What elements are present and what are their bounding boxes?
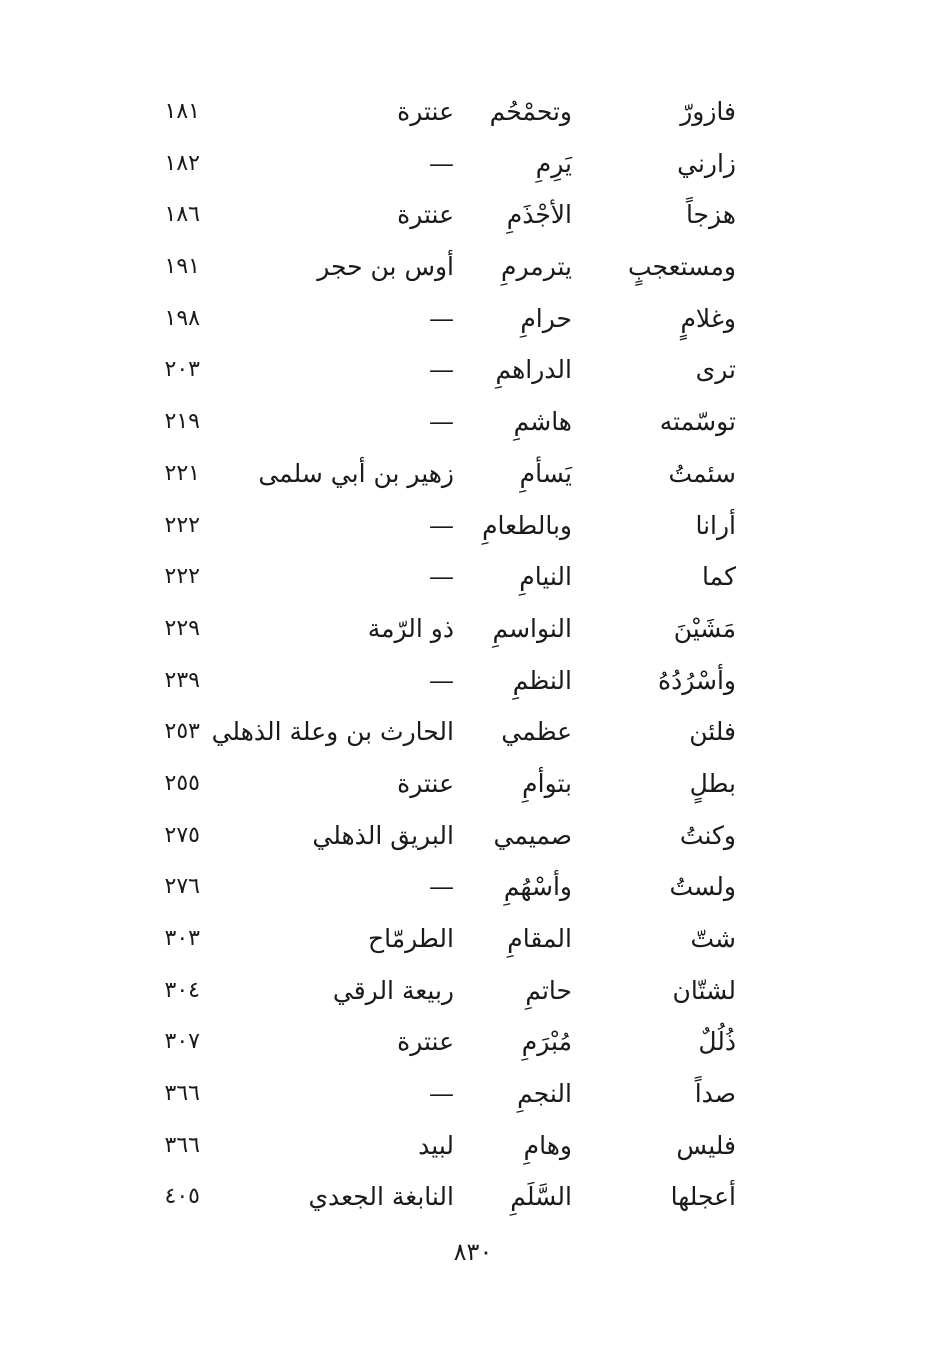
verse-opening-word: لشتّان (672, 975, 736, 1005)
verse-opening-word: فليس (676, 1130, 736, 1160)
rhyme-word: يَرِمِ (535, 148, 572, 178)
verse-opening-word: شتّ (690, 924, 736, 953)
verse-index-table (130, 86, 750, 1223)
verse-opening-word: سئمتُ (668, 458, 736, 488)
index-row (130, 603, 750, 655)
verse-opening-word: ولستُ (669, 872, 736, 902)
verse-opening-word: فازورّ (680, 97, 736, 126)
poet-name: — (429, 148, 454, 178)
verse-opening-word: وكنتُ (679, 820, 736, 850)
index-row (130, 551, 750, 603)
page-reference: ٢١٩ (164, 409, 200, 435)
index-row (130, 448, 750, 500)
page-reference: ١٨٦ (164, 202, 200, 228)
verse-opening-word: كما (702, 562, 736, 592)
page-reference: ٣٠٤ (164, 977, 200, 1003)
poet-name: ربيعة الرقي (332, 975, 454, 1005)
rhyme-word: النواسمِ (492, 613, 572, 643)
rhyme-word: وهامِ (523, 1130, 572, 1160)
rhyme-word: النجمِ (517, 1079, 572, 1109)
poet-name: أوس بن حجر (317, 252, 454, 282)
poet-name: — (429, 303, 454, 333)
page-reference: ١٨٢ (164, 150, 200, 176)
poet-name: — (429, 562, 454, 592)
verse-opening-word: صداً (694, 1079, 736, 1109)
verse-opening-word: ومستعجبٍ (627, 252, 736, 282)
rhyme-word: وتحمْحُم (489, 97, 572, 126)
index-row (130, 1068, 750, 1120)
page-number: ٨٣٠ (453, 1238, 493, 1266)
poet-name: النابغة الجعدي (308, 1182, 454, 1212)
index-row (130, 396, 750, 448)
page-reference: ١٨١ (164, 99, 200, 124)
page-reference: ٢٢١ (164, 460, 200, 486)
index-row (130, 86, 750, 138)
verse-opening-word: زارني (677, 148, 736, 178)
poet-name: الطرمّاح (367, 924, 454, 953)
poet-name: عنترة (397, 200, 454, 230)
page-reference: ١٩١ (164, 254, 200, 280)
rhyme-word: وأسْهُمِ (503, 872, 572, 902)
poet-name: — (429, 407, 454, 437)
rhyme-word: عظمي (501, 717, 572, 747)
verse-opening-word: وغلامٍ (680, 303, 736, 333)
poet-name: الحارث بن وعلة الذهلي (211, 717, 454, 747)
verse-opening-word: أعجلها (670, 1182, 736, 1212)
page-reference: ٢٣٩ (164, 667, 200, 693)
verse-opening-word: مَشَيْنَ (673, 613, 736, 643)
verse-opening-word: أرانا (695, 510, 736, 540)
index-row (130, 1171, 750, 1223)
rhyme-word: النيامِ (519, 562, 572, 592)
poet-name: — (429, 665, 454, 695)
rhyme-word: حرامِ (520, 303, 572, 333)
poet-name: عنترة (397, 768, 454, 798)
rhyme-word: بتوأمِ (522, 768, 572, 798)
verse-opening-word: فلئن (689, 717, 736, 747)
rhyme-word: السَّلَمِ (510, 1182, 572, 1212)
rhyme-word: هاشمِ (513, 407, 572, 437)
page-reference: ٢٧٥ (164, 822, 200, 848)
page-reference: ٣٦٦ (164, 1132, 200, 1158)
rhyme-word: الدراهمِ (495, 355, 572, 385)
verse-opening-word: وأسْرُدُهُ (658, 665, 736, 695)
index-row (130, 861, 750, 913)
page-reference: ٢٢٩ (164, 615, 200, 641)
page-reference: ٢٥٣ (164, 719, 200, 745)
verse-opening-word: ترى (695, 355, 736, 385)
index-row (130, 913, 750, 965)
index-row (130, 500, 750, 552)
poet-name: البريق الذهلي (312, 820, 454, 850)
index-row (130, 241, 750, 293)
index-row (130, 655, 750, 707)
poet-name: — (429, 1079, 454, 1109)
page-reference: ٢٥٥ (164, 770, 200, 796)
page-reference: ٢٠٣ (164, 357, 200, 383)
index-row (130, 189, 750, 241)
poet-name: — (429, 510, 454, 540)
index-row (130, 758, 750, 810)
rhyme-word: وبالطعامِ (482, 510, 572, 540)
index-row (130, 706, 750, 758)
rhyme-word: صميمي (493, 820, 572, 850)
rhyme-word: النظمِ (512, 665, 572, 695)
page-reference: ١٩٨ (164, 305, 200, 331)
rhyme-word: مُبْرَمِ (521, 1027, 572, 1057)
poet-name: ذو الرّمة (367, 613, 454, 643)
page-reference: ٢٧٦ (164, 874, 200, 900)
verse-opening-word: توسّمته (659, 407, 736, 437)
poet-name: — (429, 355, 454, 385)
rhyme-word: يَسأمِ (519, 458, 572, 488)
index-row (130, 1016, 750, 1068)
index-row (130, 965, 750, 1017)
page-reference: ٣٠٧ (164, 1029, 200, 1055)
index-row (130, 1120, 750, 1172)
rhyme-word: حاتمِ (525, 975, 572, 1005)
index-row (130, 138, 750, 190)
page-reference: ٢٢٢ (164, 512, 200, 538)
page-reference: ٤٠٥ (164, 1184, 200, 1210)
index-row (130, 344, 750, 396)
page-reference: ٣٦٦ (164, 1081, 200, 1107)
poet-name: زهير بن أبي سلمى (258, 458, 454, 488)
verse-opening-word: هزجاً (685, 200, 736, 230)
index-row (130, 293, 750, 345)
poet-name: — (429, 872, 454, 902)
verse-opening-word: بطلٍ (689, 768, 736, 798)
poet-name: لبيد (418, 1130, 454, 1160)
page-reference: ٣٠٣ (164, 926, 200, 951)
poet-name: عنترة (397, 1027, 454, 1057)
rhyme-word: يترمرمِ (501, 252, 572, 282)
rhyme-word: المقامِ (507, 924, 572, 953)
verse-opening-word: ذُلُلٌ (698, 1027, 736, 1057)
page-reference: ٢٢٢ (164, 564, 200, 590)
index-row (130, 810, 750, 862)
rhyme-word: الأجْذَمِ (506, 200, 572, 230)
poet-name: عنترة (397, 97, 454, 126)
